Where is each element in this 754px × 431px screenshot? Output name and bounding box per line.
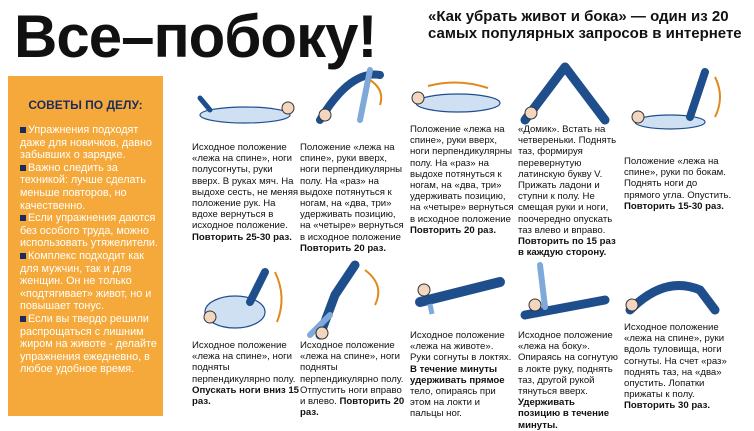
exercise-1-caption: Исходное положение «лежа на спине», ноги полусогнуты, руки вверх. В руках мяч. На выдохе сесть, не меняя положение рук. На вдохе вернуться в исходное положение. Повторить 25-30 раз. [192, 142, 299, 243]
page-subtitle: «Как убрать живот и бока» — один из 20 самых популярных запросов в интернете [428, 8, 742, 42]
tip-item: Важно следить за техникой: лучше сделать меньше повторов, но качественно. [20, 161, 146, 212]
exercise-9-caption: Исходное положение «лежа на боку». Опираясь на согнутую в локте руку, поднять таз, другой рукой тянуться вверх. Удерживать позицию в течение минуты. [518, 330, 618, 431]
exercise-5-caption: Положение «лежа на спине», руки по бокам. Поднять ноги до прямого угла. Опустить. Повторить 15-30 раз. [624, 156, 732, 212]
tip-item: Комплекс подходит как для мужчин, так и для женщин. Он не только «подтягивает» живот, но и повышает тонус. [20, 249, 152, 313]
bullet-icon [20, 165, 26, 171]
exercise-1-figure-icon [190, 80, 300, 130]
page-title: Все–побоку! [14, 3, 377, 70]
exercise-2-figure-icon [300, 60, 400, 130]
exercise-8-caption: Исходное положение «лежа на животе». Руки согнуты в локтях. В течение минуты удерживать прямое тело, опираясь при этом на локти и пальцы ног. [410, 330, 512, 420]
exercise-3-caption: Положение «лежа на спине», руки вверх, ноги перпендикулярны полу. На «раз» на выдохе потянуться к ногам, на «два, три» удерживать позицию, на «четыре» вернуться в исходное положение Повторить 20 раз. [410, 124, 514, 236]
exercise-10-caption: Исходное положение «лежа на спине», руки вдоль туловища, ноги согнуты. На счет «раз» поднять таз, на «два» опустить. Лопатки прижаты к полу. Повторить 30 раз. [624, 322, 727, 412]
exercise-7-figure-icon [300, 255, 400, 340]
exercise-5-figure-icon [620, 62, 730, 132]
tip-item: Если вы твердо решили распрощаться с лишним жиром на животе - делайте упражнения ежедневно, в любое удобное время. [20, 312, 157, 376]
exercise-6-figure-icon [195, 262, 290, 337]
exercise-3-figure-icon [408, 78, 508, 123]
bullet-icon [20, 127, 26, 133]
exercise-4-caption: «Домик». Встать на четвереньки. Поднять таз, формируя перевернутую латинскую букву V. Прижать ладони и ступни к полу. Не смещая руки и ноги, поочередно опускать таз влево и вправо. Повторить по 15 раз в каждую сторону. [518, 124, 617, 259]
tips-heading: СОВЕТЫ ПО ДЕЛУ: [28, 98, 143, 112]
exercise-9-figure-icon [515, 255, 615, 330]
bullet-icon [20, 253, 26, 259]
tip-item: Упражнения подходят даже для новичков, давно забывших о зарядке. [20, 124, 152, 162]
tips-list [20, 124, 160, 376]
bullet-icon [20, 316, 26, 322]
exercise-6-caption: Исходное положение «лежа на спине», ноги подняты перпендикулярно полу. Опускать ноги вниз 15 раз. [192, 340, 299, 408]
exercise-10-figure-icon [620, 260, 730, 320]
bullet-icon [20, 215, 26, 221]
exercise-7-caption: Исходное положение «лежа на спине», ноги подняты перпендикулярно полу. Отпустить ноги вправо и влево. Повторить 20 раз. [300, 340, 405, 419]
exercise-4-figure-icon [515, 55, 615, 125]
tip-item: Если упражнения даются без особого труда, можно использовать утяжелители. [20, 212, 158, 250]
tips-panel [8, 76, 163, 416]
exercise-2-caption: Положение «лежа на спине», руки вверх, ноги перпендикулярны полу. На «раз» на выдохе потянуться к ногам, на «два, три» удерживать позицию, на «четыре» вернуться в исходное положение Повторить 20 раз. [300, 142, 404, 254]
exercise-8-figure-icon [410, 262, 510, 317]
